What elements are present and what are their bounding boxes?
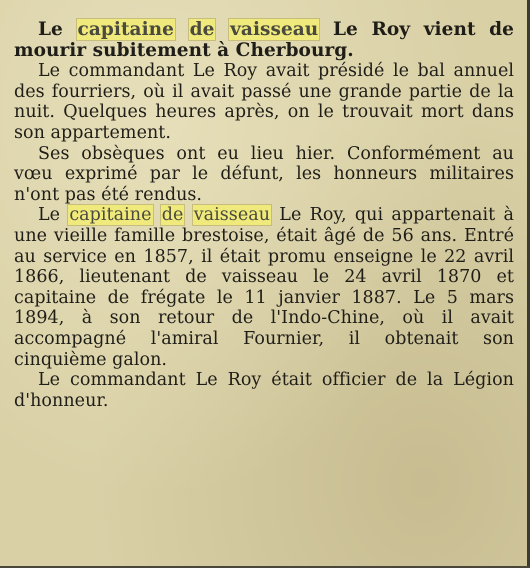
paragraph-career (14, 205, 514, 370)
career-space (184, 205, 192, 225)
paragraph-honor: Le commandant Le Roy était officier de la Légion d'honneur. (14, 370, 514, 411)
article (14, 20, 514, 411)
headline (14, 20, 514, 61)
career-space (153, 205, 161, 225)
search-highlight: de (161, 205, 184, 226)
headline-text-end: Le Roy vient de mourir subitement à Cherbourg. (14, 19, 514, 61)
headline-text-start: Le (38, 19, 77, 40)
search-highlight: de (189, 19, 215, 40)
career-text-end: Le Roy, qui appartenait à une vieille famille brestoise, était âgé de 56 ans. Entré au service en 1857, il était promu enseigne le 22 avril 1866, lieutenant de vaisseau le 24 avril 1870 et capitaine de frégate le 11 janvier 1887. Le 5 mars 1894, à son retour de l'Indo-Chine, où il avait accompagné l'amiral Fournier, il obtenait son cinquième galon. (14, 205, 514, 370)
search-highlight: vaisseau (230, 19, 319, 40)
search-highlight: capitaine (69, 205, 152, 226)
headline-space (175, 19, 189, 40)
headline-space (215, 19, 229, 40)
career-text-start: Le (38, 205, 69, 226)
paragraph-ball: Le commandant Le Roy avait présidé le bal annuel des fourriers, où il avait passé une grande partie de la nuit. Quelques heures après, on le trouvait mort dans son appartement. (14, 61, 514, 143)
paragraph-funeral: Ses obsèques ont eu lieu hier. Conformément au vœu exprimé par le défunt, les honneurs militaires n'ont pas été rendus. (14, 143, 514, 205)
search-highlight: capitaine (77, 19, 174, 40)
search-highlight: vaisseau (193, 205, 271, 226)
